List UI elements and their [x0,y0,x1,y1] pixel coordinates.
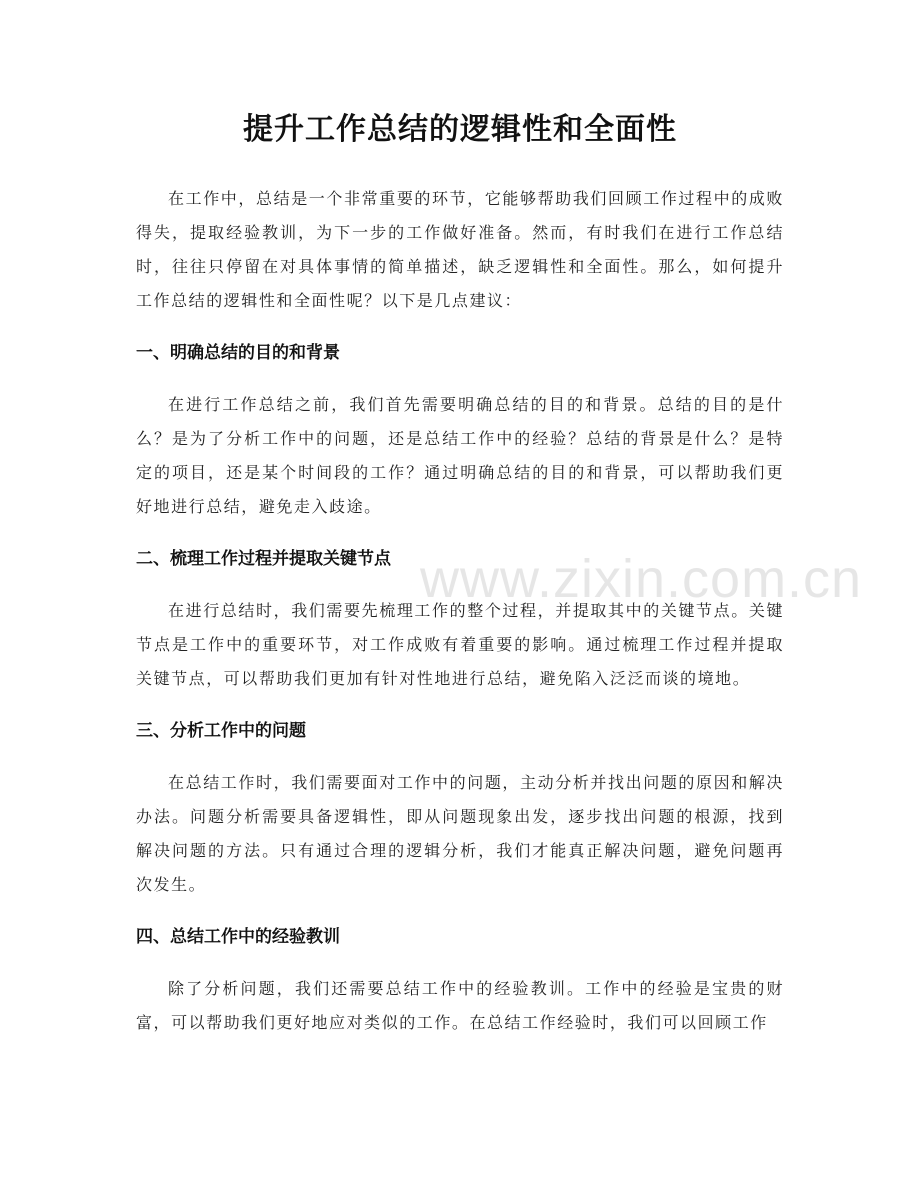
intro-paragraph: 在工作中，总结是一个非常重要的环节，它能够帮助我们回顾工作过程中的成败得失，提取经验教训，为下一步的工作做好准备。然而，有时我们在进行工作总结时，往往只停留在对具体事情的简单描述，缺乏逻辑性和全面性。那么，如何提升工作总结的逻辑性和全面性呢？以下是几点建议： [136,189,784,310]
section-heading-2: 二、梳理工作过程并提取关键节点 [136,549,391,569]
section-body-3: 在总结工作时，我们需要面对工作中的问题，主动分析并找出问题的原因和解决办法。问题分析需要具备逻辑性，即从问题现象出发，逐步找出问题的根源，找到解决问题的方法。只有通过合理的逻辑分析，我们才能真正解决问题，避免问题再次发生。 [136,773,784,894]
section-body-2: 在进行总结时，我们需要先梳理工作的整个过程，并提取其中的关键节点。关键节点是工作中的重要环节，对工作成败有着重要的影响。通过梳理工作过程并提取关键节点，可以帮助我们更加有针对性地进行总结，避免陷入泛泛而谈的境地。 [136,601,784,688]
section-heading-1: 一、明确总结的目的和背景 [136,343,340,363]
section-body-1: 在进行工作总结之前，我们首先需要明确总结的目的和背景。总结的目的是什么？是为了分析工作中的问题，还是总结工作中的经验？总结的背景是什么？是特定的项目，还是某个时间段的工作？通过明确总结的目的和背景，可以帮助我们更好地进行总结，避免走入歧途。 [136,395,784,516]
watermark-text: www.zixin.com.cn [420,549,863,609]
section-heading-4: 四、总结工作中的经验教训 [136,927,340,947]
section-heading-3: 三、分析工作中的问题 [136,721,306,741]
section-body-4: 除了分析问题，我们还需要总结工作中的经验教训。工作中的经验是宝贵的财富，可以帮助我们更好地应对类似的工作。在总结工作经验时，我们可以回顾工作 [136,979,784,1032]
document-title: 提升工作总结的逻辑性和全面性 [243,112,677,147]
